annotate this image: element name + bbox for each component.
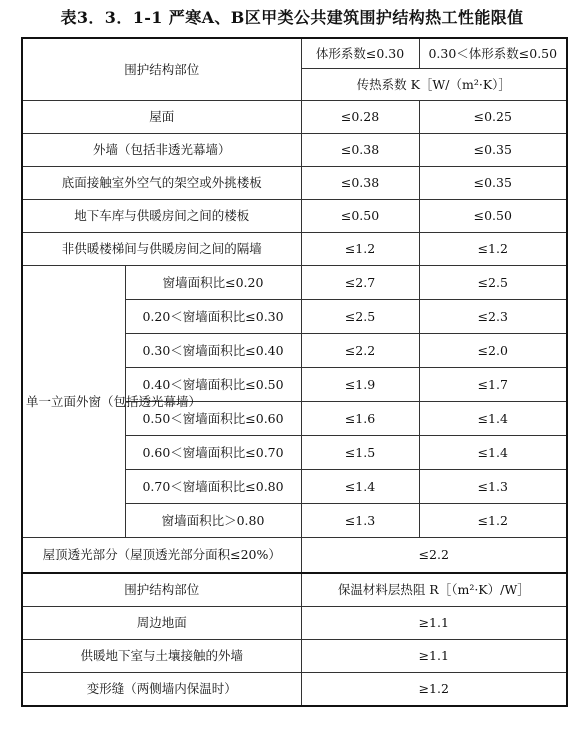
value-low: ≤0.28 <box>301 101 419 134</box>
window-group-label: 单一立面外窗（包括透光幕墙） <box>22 266 125 538</box>
value-high: ≤0.35 <box>419 167 567 200</box>
row-label: 供暖地下室与土壤接触的外墙 <box>22 640 301 673</box>
r-header-row <box>22 573 567 607</box>
window-ratio: 0.70＜窗墙面积比≤0.80 <box>125 470 301 504</box>
value-low: ≤0.38 <box>301 167 419 200</box>
r-value: ≥1.2 <box>301 673 567 707</box>
value-high: ≤0.25 <box>419 101 567 134</box>
row-label: 地下车库与供暖房间之间的楼板 <box>22 200 301 233</box>
value-low: ≤1.3 <box>301 504 419 538</box>
value-high: ≤1.4 <box>419 402 567 436</box>
value-high: ≤1.2 <box>419 233 567 266</box>
value-high: ≤1.4 <box>419 436 567 470</box>
value-low: ≤2.7 <box>301 266 419 300</box>
window-ratio: 窗墙面积比≤0.20 <box>125 266 301 300</box>
thermal-limits-table <box>21 37 568 707</box>
value-low: ≤1.4 <box>301 470 419 504</box>
value-low: ≤1.6 <box>301 402 419 436</box>
row-label: 非供暖楼梯间与供暖房间之间的隔墙 <box>22 233 301 266</box>
row-label: 外墙（包括非透光幕墙） <box>22 134 301 167</box>
table-title: 表3．3．1-1 严寒A、B区甲类公共建筑围护结构热工性能限值 <box>60 8 524 27</box>
r-header-part-label: 围护结构部位 <box>22 573 301 607</box>
r-value: ≥1.1 <box>301 640 567 673</box>
window-ratio: 0.40＜窗墙面积比≤0.50 <box>125 368 301 402</box>
r-value: ≥1.1 <box>301 607 567 640</box>
table-row <box>22 233 567 266</box>
table-row <box>22 607 567 640</box>
window-ratio: 窗墙面积比＞0.80 <box>125 504 301 538</box>
value-high: ≤1.2 <box>419 504 567 538</box>
window-ratio: 0.30＜窗墙面积比≤0.40 <box>125 334 301 368</box>
header-k-label: 传热系数 K［W/（m²·K）］ <box>301 69 567 101</box>
header-row <box>22 38 567 69</box>
value-high: ≤1.7 <box>419 368 567 402</box>
roof-transparent-value: ≤2.2 <box>301 538 567 574</box>
table-row <box>22 101 567 134</box>
roof-transparent-label: 屋顶透光部分（屋顶透光部分面积≤20%） <box>22 538 301 574</box>
window-ratio: 0.20＜窗墙面积比≤0.30 <box>125 300 301 334</box>
value-low: ≤2.2 <box>301 334 419 368</box>
value-low: ≤0.38 <box>301 134 419 167</box>
row-label: 底面接触室外空气的架空或外挑楼板 <box>22 167 301 200</box>
value-high: ≤2.3 <box>419 300 567 334</box>
header-shape-low: 体形系数≤0.30 <box>301 38 419 69</box>
r-header-r-label: 保温材料层热阻 R［（m²·K）/W］ <box>301 573 567 607</box>
value-low: ≤1.9 <box>301 368 419 402</box>
table-row <box>22 673 567 707</box>
table-row <box>22 134 567 167</box>
row-label: 变形缝（两侧墙内保温时） <box>22 673 301 707</box>
value-low: ≤0.50 <box>301 200 419 233</box>
value-high: ≤0.50 <box>419 200 567 233</box>
value-low: ≤1.5 <box>301 436 419 470</box>
window-ratio: 0.60＜窗墙面积比≤0.70 <box>125 436 301 470</box>
table-row <box>22 167 567 200</box>
table-row <box>22 640 567 673</box>
value-high: ≤2.5 <box>419 266 567 300</box>
value-low: ≤1.2 <box>301 233 419 266</box>
value-high: ≤2.0 <box>419 334 567 368</box>
header-part-label: 围护结构部位 <box>22 38 301 101</box>
table-row <box>22 200 567 233</box>
table-row <box>22 538 567 574</box>
row-label: 屋面 <box>22 101 301 134</box>
header-shape-high: 0.30＜体形系数≤0.50 <box>419 38 567 69</box>
table-row <box>22 266 567 300</box>
row-label: 周边地面 <box>22 607 301 640</box>
value-low: ≤2.5 <box>301 300 419 334</box>
window-ratio: 0.50＜窗墙面积比≤0.60 <box>125 402 301 436</box>
value-high: ≤0.35 <box>419 134 567 167</box>
value-high: ≤1.3 <box>419 470 567 504</box>
